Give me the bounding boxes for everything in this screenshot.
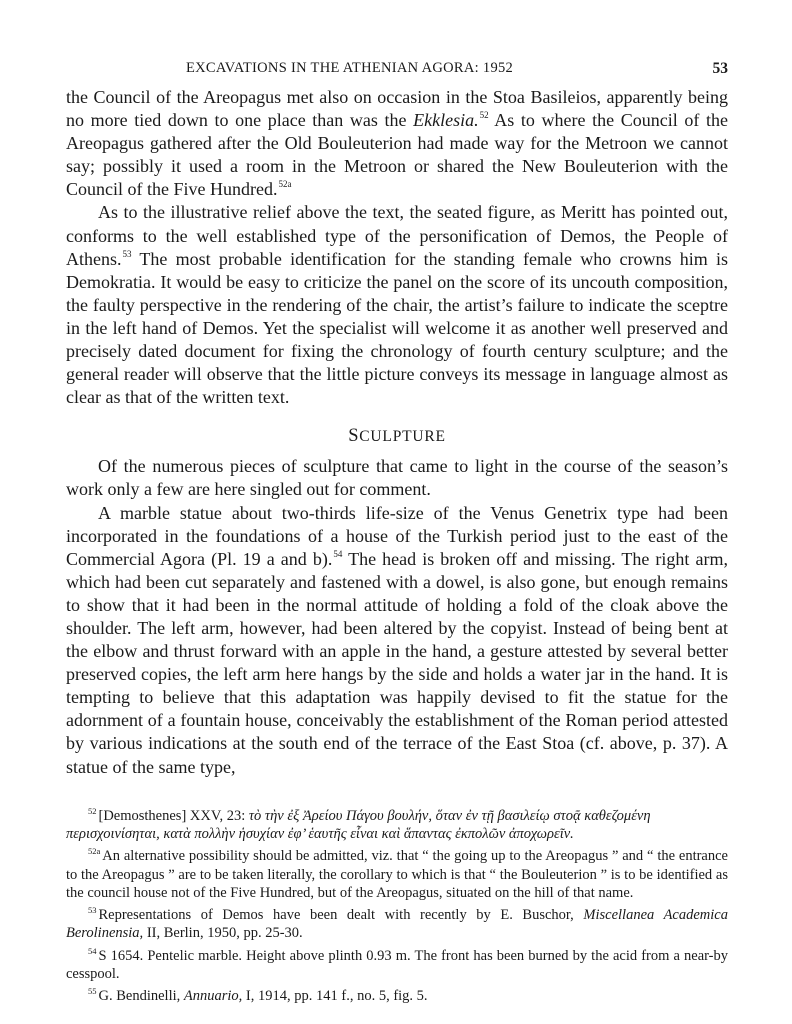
paragraph-1 <box>66 86 728 201</box>
heading-initial: S <box>348 426 360 447</box>
footnote-ref: 53 <box>122 248 132 259</box>
footnote-number: 54 <box>88 945 97 956</box>
footnote-text: I, 1914, pp. 141 f., no. 5, fig. 5. <box>242 988 428 1005</box>
footnote-54 <box>66 947 728 984</box>
paragraph-2 <box>66 201 728 409</box>
footnote-text: [Demosthenes] XXV, 23: <box>98 807 246 824</box>
body-text <box>66 86 728 779</box>
footnote-title: Miscellanea Academica Berolinensia, <box>66 907 728 942</box>
page <box>66 56 728 1010</box>
footnote-number: 53 <box>88 905 97 916</box>
footnote-52-greek-continued: περισχοινίσηται, κατὰ πολλὴν ἡσυχίαν ἐφ’ ἑαυτῆς εἶναι καὶ ἅπαντας ἐκπολῶν ἀποχωρεῖν. <box>66 825 574 842</box>
text-run: A marble statue about two-thirds life-size of the Venus Genetrix type had been incorporated in the foundations of a house of the Turkish period just to the east of the Commercial Agora (Pl. 19 a and b). <box>66 502 728 569</box>
footnotes <box>66 807 728 1006</box>
footnote-ref: 54 <box>333 548 343 559</box>
running-title: EXCAVATIONS IN THE ATHENIAN AGORA: 1952 <box>186 60 514 76</box>
text-run: The head is broken off and missing. The right arm, which had been cut separately and fastened with a dowel, is also gone, but enough remains to show that it had been in the normal attitude of holding a fold of the cloak above the shoulder. The left arm, however, had been altered by the copyist. Instead of being bent at the elbow and thrust forward with an apple in the hand, a gesture attested by several better preserved copies, the left arm here hangs by the side and holds a water jar in the hand. It is tempting to believe that this adaptation was happily devised to fit the statue for the adornment of a fountain house, conceivably the establishment of the Roman period attested by various indications at the south end of the terrace of the East Stoa (cf. above, p. 37). A statue of the same type, <box>66 548 728 777</box>
footnote-text: Representations of Demos have been dealt with recently by E. Buschor, <box>98 907 584 924</box>
footnote-53 <box>66 906 728 943</box>
heading-rest: CULPTURE <box>359 428 446 446</box>
footnote-55 <box>66 987 728 1005</box>
footnote-ref: 52 <box>479 110 489 121</box>
italic-text: Ekklesia. <box>413 110 479 131</box>
text-run: As to where the Council of the Areopagus gathered after the Old Bouleuterion had made way for the Metroon we cannot say; possibly it used a room in the Metroon or shared the New Bouleuterion with the Council of the Five Hundred. <box>66 110 728 200</box>
text-run: As to the illustrative relief above the text, the seated figure, as Meritt has pointed out, conforms to the well established type of the personification of Demos, the People of Athens. <box>66 202 728 269</box>
footnote-number: 52 <box>88 805 97 816</box>
text-run: The most probable identification for the standing female who crowns him is Demokratia. It would be easy to criticize the panel on the score of its uncouth composition, the faulty perspective in the rendering of the chair, the artist’s failure to indicate the sceptre in the left hand of Demos. Yet the specialist will welcome it as another well preserved and precisely dated document for fixing the chronology of fourth century sculpture; and the general reader will observe that the little picture conveys its message in language almost as clear as that of the written text. <box>66 248 728 408</box>
greek-quote: τὸ τὴν ἐξ Ἀρείου Πάγου βουλήν, ὅταν ἐν τῇ βασιλείῳ στοᾷ καθεζομένη <box>248 807 651 824</box>
footnote-52a <box>66 847 728 902</box>
page-number: 53 <box>712 60 728 77</box>
paragraph-3: Of the numerous pieces of sculpture that came to light in the course of the season’s work only a few are here singled out for comment. <box>66 456 728 500</box>
footnote-text: II, Berlin, 1950, pp. 25-30. <box>143 925 303 942</box>
paragraph-4 <box>66 502 728 779</box>
footnote-number: 55 <box>88 986 97 997</box>
text-run: the Council of the Areopagus met also on occasion in the Stoa Basileios, apparently being no more tied down to one place than was the <box>66 87 728 131</box>
footnote-text: G. Bendinelli, <box>98 988 184 1005</box>
page-header <box>66 56 728 86</box>
footnote-number: 52a <box>88 846 101 857</box>
footnote-text: S 1654. Pentelic marble. Height above plinth 0.93 m. The front has been burned by the acid from a near-by cesspool. <box>66 947 728 982</box>
footnote-title: Annuario, <box>183 988 243 1005</box>
footnote-52 <box>66 807 728 825</box>
footnote-text: An alternative possibility should be admitted, viz. that “ the going up to the Areopagus ” and “ the entrance to the Areopagus ” are to be taken literally, the corollary to which is that “ the Bouleuterion ” is to be identified as the council house not of the Five Hundred, but of the Areopagus, situated on the hill of that name. <box>66 848 728 901</box>
section-heading <box>66 426 728 447</box>
footnote-ref: 52a <box>278 179 292 190</box>
